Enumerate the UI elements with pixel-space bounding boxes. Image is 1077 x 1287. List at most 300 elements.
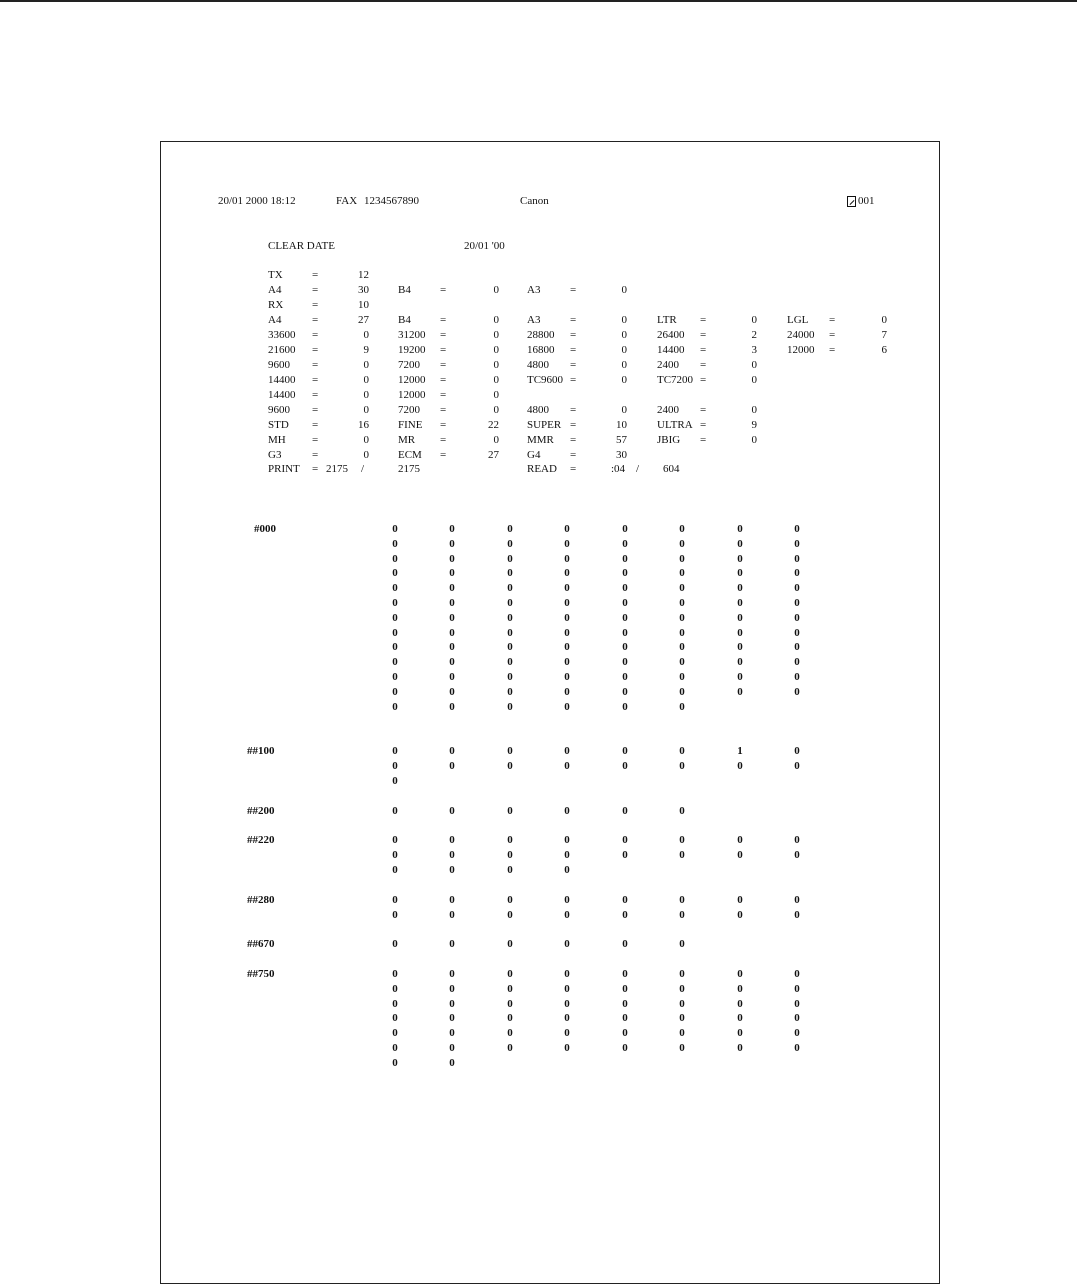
switch-value: 0: [679, 908, 685, 921]
switch-value: 0: [564, 997, 570, 1010]
switch-value: 0: [564, 537, 570, 550]
switch-value: 0: [794, 582, 800, 595]
switch-value: 0: [737, 759, 743, 772]
counter-equals: =: [570, 314, 577, 326]
counter-label: 12000: [398, 389, 426, 401]
switch-value: 0: [507, 641, 513, 654]
switch-value: 0: [449, 1012, 455, 1025]
switch-value: 0: [679, 1027, 685, 1040]
switch-value: 0: [507, 537, 513, 550]
switch-value: 0: [794, 908, 800, 921]
switch-value: 0: [449, 685, 455, 698]
switch-value: 0: [679, 685, 685, 698]
switch-value: 0: [564, 1012, 570, 1025]
counter-value: 0: [363, 329, 369, 341]
counter-label: 7200: [398, 359, 420, 371]
switch-value: 0: [737, 656, 743, 669]
counter-label: A3: [527, 284, 541, 296]
switch-value: 0: [679, 997, 685, 1010]
counter-equals: =: [700, 314, 707, 326]
switch-value: 0: [622, 894, 628, 906]
counter-equals: =: [440, 314, 447, 326]
counter-label: 28800: [527, 329, 555, 341]
report-datetime: 20/01 2000 18:12: [218, 195, 296, 207]
counter-value: 10: [358, 299, 369, 311]
counter-label: 21600: [268, 344, 296, 356]
counter-value: 0: [493, 404, 499, 416]
switch-value: 0: [794, 982, 800, 995]
counter-equals: =: [312, 404, 319, 416]
switch-value: 0: [737, 582, 743, 595]
switch-value: 0: [564, 641, 570, 654]
counter-equals: =: [312, 449, 319, 461]
read-count-b: 604: [663, 463, 680, 475]
counter-equals: =: [829, 344, 836, 356]
switch-value: 0: [622, 700, 628, 713]
counter-label: 12000: [398, 374, 426, 386]
switch-value: 0: [737, 997, 743, 1010]
switch-value: 0: [622, 567, 628, 580]
counter-equals: =: [312, 374, 319, 386]
counter-value: 0: [751, 374, 757, 386]
switch-value: 0: [392, 982, 398, 995]
switch-value: 0: [679, 626, 685, 639]
switch-value: 0: [507, 597, 513, 609]
fax-label: FAX: [336, 195, 358, 207]
switch-value: 0: [622, 597, 628, 609]
switch-value: 0: [794, 567, 800, 580]
counter-value: 2: [751, 329, 757, 341]
counter-equals: =: [570, 404, 577, 416]
switch-value: 0: [622, 938, 628, 950]
print-slash: /: [361, 463, 365, 475]
switch-value: 0: [622, 1012, 628, 1025]
counter-equals: =: [570, 434, 577, 446]
switch-value: 0: [392, 938, 398, 950]
switch-value: 0: [622, 834, 628, 846]
counter-value: 0: [621, 374, 627, 386]
switch-value: 0: [507, 848, 513, 861]
switch-value: 0: [564, 656, 570, 669]
switch-value: 0: [564, 848, 570, 861]
counter-value: 0: [881, 314, 887, 326]
counter-equals: =: [440, 344, 447, 356]
counter-value: 0: [493, 284, 499, 296]
top-rule: [0, 0, 1077, 2]
switch-value: 0: [392, 523, 398, 535]
counter-equals: =: [440, 434, 447, 446]
counter-equals: =: [312, 344, 319, 356]
counter-value: 0: [363, 449, 369, 461]
switch-value: 0: [622, 523, 628, 535]
counter-value: 0: [493, 344, 499, 356]
switch-value: 0: [737, 1042, 743, 1054]
switch-value: 0: [794, 597, 800, 609]
switch-value: 0: [564, 671, 570, 683]
switch-value: 0: [392, 641, 398, 654]
switch-value: 0: [679, 1012, 685, 1025]
switch-value: 0: [507, 552, 513, 565]
counter-value: 0: [621, 359, 627, 371]
switch-value: 0: [737, 908, 743, 921]
switch-value: 0: [392, 700, 398, 713]
switch-value: 0: [564, 1042, 570, 1054]
counter-value: 0: [363, 374, 369, 386]
switch-value: 0: [794, 537, 800, 550]
switch-value: 0: [564, 1027, 570, 1040]
counter-value: 0: [751, 359, 757, 371]
counter-value: 9: [363, 344, 369, 356]
counter-value: 0: [621, 284, 627, 296]
counter-label: TX: [268, 269, 283, 281]
block-label: ##670: [247, 938, 275, 950]
switch-value: 0: [737, 982, 743, 995]
switch-value: 0: [794, 1027, 800, 1040]
print-count-b: 2175: [398, 463, 420, 475]
block-label: ##280: [247, 894, 275, 906]
read-slash: /: [636, 463, 640, 475]
counter-label: 14400: [268, 389, 296, 401]
switch-value: 0: [794, 656, 800, 669]
switch-value: 0: [392, 834, 398, 846]
switch-value: 0: [564, 968, 570, 980]
switch-value: 0: [507, 759, 513, 772]
switch-value: 0: [449, 908, 455, 921]
switch-value: 0: [737, 848, 743, 861]
counter-label: A4: [268, 314, 282, 326]
counter-label: 2400: [657, 359, 679, 371]
switch-value: 0: [679, 982, 685, 995]
switch-value: 0: [507, 805, 513, 817]
counter-label: 7200: [398, 404, 420, 416]
switch-value: 0: [794, 848, 800, 861]
clear-date-label: CLEAR DATE: [268, 240, 335, 252]
counter-equals: =: [570, 374, 577, 386]
counter-equals: =: [829, 329, 836, 341]
counter-equals: =: [700, 359, 707, 371]
switch-value: 0: [679, 805, 685, 817]
switch-value: 0: [679, 567, 685, 580]
counter-label: TC7200: [657, 374, 694, 386]
switch-value: 0: [507, 1012, 513, 1025]
switch-value: 0: [392, 582, 398, 595]
counter-label: 4800: [527, 359, 549, 371]
switch-value: 0: [564, 894, 570, 906]
counter-label: 9600: [268, 359, 290, 371]
switch-value: 0: [679, 745, 685, 757]
switch-value: 0: [737, 567, 743, 580]
switch-value: 0: [679, 552, 685, 565]
switch-value: 0: [564, 863, 570, 876]
switch-value: 0: [622, 552, 628, 565]
counter-label: MH: [268, 434, 286, 446]
switch-value: 0: [679, 523, 685, 535]
clear-date-value: 20/01 '00: [464, 240, 505, 252]
switch-value: 0: [392, 537, 398, 550]
switch-value: 0: [392, 805, 398, 817]
switch-value: 0: [449, 656, 455, 669]
switch-value: 0: [449, 611, 455, 624]
switch-value: 0: [564, 805, 570, 817]
switch-value: 0: [507, 685, 513, 698]
counter-label: 14400: [657, 344, 685, 356]
switch-value: 0: [622, 656, 628, 669]
switch-value: 0: [679, 537, 685, 550]
switch-value: 0: [449, 626, 455, 639]
counter-label: RX: [268, 299, 284, 311]
switch-value: 0: [794, 834, 800, 846]
switch-value: 0: [737, 685, 743, 698]
counter-value: 12: [358, 269, 369, 281]
block-label: ##200: [247, 805, 275, 817]
switch-value: 0: [449, 968, 455, 980]
switch-value: 0: [507, 1042, 513, 1054]
counter-label: FINE: [398, 419, 423, 431]
page-icon: [847, 196, 856, 207]
switch-value: 0: [622, 626, 628, 639]
switch-value: 0: [449, 834, 455, 846]
counter-equals: =: [570, 284, 577, 296]
counter-value: 0: [751, 404, 757, 416]
counter-label: 16800: [527, 344, 555, 356]
switch-value: 0: [507, 982, 513, 995]
counter-value: 6: [881, 344, 887, 356]
counter-value: 22: [488, 419, 499, 431]
switch-value: 0: [737, 641, 743, 654]
switch-value: 0: [679, 759, 685, 772]
counter-equals: =: [440, 419, 447, 431]
counter-value: 0: [493, 389, 499, 401]
switch-value: 0: [507, 863, 513, 876]
counter-value: 30: [616, 449, 627, 461]
counter-label: G4: [527, 449, 541, 461]
counter-equals: =: [440, 449, 447, 461]
read-eq: =: [570, 463, 577, 475]
switch-value: 0: [507, 908, 513, 921]
page-number: 001: [858, 195, 875, 207]
switch-value: 0: [564, 834, 570, 846]
counter-value: 27: [358, 314, 369, 326]
counter-equals: =: [570, 329, 577, 341]
counter-equals: =: [440, 329, 447, 341]
switch-value: 0: [449, 523, 455, 535]
switch-value: 0: [622, 745, 628, 757]
switch-value: 0: [392, 745, 398, 757]
counter-label: MMR: [527, 434, 554, 446]
counter-equals: =: [570, 359, 577, 371]
switch-value: 0: [392, 863, 398, 876]
switch-value: 0: [679, 700, 685, 713]
counter-equals: =: [440, 404, 447, 416]
switch-value: 0: [622, 671, 628, 683]
counter-value: 7: [881, 329, 887, 341]
counter-value: 30: [358, 284, 369, 296]
switch-value: 0: [392, 894, 398, 906]
counter-equals: =: [312, 314, 319, 326]
counter-value: 0: [751, 434, 757, 446]
switch-value: 0: [449, 1056, 455, 1069]
counter-value: 0: [493, 359, 499, 371]
counter-label: STD: [268, 419, 289, 431]
switch-value: 0: [392, 774, 398, 787]
switch-value: 0: [564, 626, 570, 639]
switch-value: 0: [794, 611, 800, 624]
switch-value: 0: [392, 997, 398, 1010]
report-page: [160, 141, 940, 1284]
counter-equals: =: [312, 269, 319, 281]
counter-equals: =: [700, 434, 707, 446]
switch-value: 0: [679, 671, 685, 683]
switch-value: 0: [622, 968, 628, 980]
switch-value: 0: [449, 641, 455, 654]
switch-value: 0: [679, 1042, 685, 1054]
block-label: ##100: [247, 745, 275, 757]
switch-value: 0: [737, 597, 743, 609]
counter-label: 24000: [787, 329, 815, 341]
counter-label: A4: [268, 284, 282, 296]
switch-value: 0: [737, 968, 743, 980]
switch-value: 0: [449, 552, 455, 565]
switch-value: 0: [622, 611, 628, 624]
print-count-a: 2175: [326, 463, 348, 475]
counter-label: LTR: [657, 314, 677, 326]
counter-equals: =: [829, 314, 836, 326]
switch-value: 0: [392, 848, 398, 861]
counter-label: ULTRA: [657, 419, 693, 431]
fax-number: 1234567890: [364, 195, 419, 207]
switch-value: 0: [392, 597, 398, 609]
switch-value: 0: [449, 894, 455, 906]
counter-label: 9600: [268, 404, 290, 416]
switch-value: 0: [392, 759, 398, 772]
switch-value: 0: [737, 537, 743, 550]
counter-value: 9: [751, 419, 757, 431]
switch-value: 0: [622, 982, 628, 995]
counter-equals: =: [312, 419, 319, 431]
switch-value: 0: [449, 938, 455, 950]
switch-value: 0: [622, 759, 628, 772]
counter-value: 0: [493, 434, 499, 446]
counter-equals: =: [570, 449, 577, 461]
switch-value: 0: [507, 523, 513, 535]
switch-value: 0: [507, 968, 513, 980]
switch-value: 0: [449, 848, 455, 861]
counter-value: 0: [621, 314, 627, 326]
counter-label: ECM: [398, 449, 422, 461]
counter-equals: =: [440, 284, 447, 296]
switch-value: 0: [622, 848, 628, 861]
switch-value: 0: [507, 1027, 513, 1040]
block-label: #000: [254, 523, 276, 535]
switch-value: 0: [507, 671, 513, 683]
counter-value: 57: [616, 434, 627, 446]
counter-value: 16: [358, 419, 369, 431]
switch-value: 0: [392, 1042, 398, 1054]
switch-value: 0: [622, 641, 628, 654]
counter-equals: =: [700, 374, 707, 386]
switch-value: 0: [737, 523, 743, 535]
counter-label: 33600: [268, 329, 296, 341]
switch-value: 0: [794, 552, 800, 565]
counter-equals: =: [312, 389, 319, 401]
switch-value: 0: [449, 745, 455, 757]
switch-value: 0: [622, 1027, 628, 1040]
counter-label: TC9600: [527, 374, 564, 386]
print-label: PRINT: [268, 463, 300, 475]
switch-value: 0: [507, 582, 513, 595]
switch-value: 0: [392, 1012, 398, 1025]
block-label: ##750: [247, 968, 275, 980]
switch-value: 0: [622, 908, 628, 921]
switch-value: 0: [449, 700, 455, 713]
switch-value: 0: [794, 1012, 800, 1025]
counter-label: 14400: [268, 374, 296, 386]
counter-equals: =: [700, 404, 707, 416]
counter-label: 12000: [787, 344, 815, 356]
switch-value: 0: [564, 938, 570, 950]
counter-label: 31200: [398, 329, 426, 341]
counter-value: 0: [363, 434, 369, 446]
switch-value: 0: [564, 552, 570, 565]
counter-label: LGL: [787, 314, 809, 326]
switch-value: 0: [794, 997, 800, 1010]
switch-value: 0: [737, 1027, 743, 1040]
counter-value: 0: [363, 359, 369, 371]
switch-value: 0: [392, 968, 398, 980]
switch-value: 0: [679, 656, 685, 669]
switch-value: 0: [794, 671, 800, 683]
switch-value: 0: [449, 567, 455, 580]
counter-label: 2400: [657, 404, 679, 416]
switch-value: 0: [507, 656, 513, 669]
switch-value: 0: [737, 894, 743, 906]
counter-equals: =: [312, 329, 319, 341]
switch-value: 0: [449, 805, 455, 817]
switch-value: 0: [564, 700, 570, 713]
switch-value: 0: [392, 1056, 398, 1069]
counter-equals: =: [440, 359, 447, 371]
counter-label: B4: [398, 284, 411, 296]
switch-value: 0: [392, 1027, 398, 1040]
counter-label: 4800: [527, 404, 549, 416]
switch-value: 0: [794, 894, 800, 906]
switch-value: 0: [507, 834, 513, 846]
switch-value: 0: [679, 611, 685, 624]
switch-value: 0: [794, 626, 800, 639]
switch-value: 0: [564, 908, 570, 921]
switch-value: 0: [679, 641, 685, 654]
switch-value: 0: [564, 597, 570, 609]
print-eq: =: [312, 463, 319, 475]
switch-value: 0: [679, 834, 685, 846]
switch-value: 0: [449, 863, 455, 876]
switch-value: 0: [449, 1027, 455, 1040]
switch-value: 0: [679, 968, 685, 980]
counter-value: 0: [493, 329, 499, 341]
counter-value: 0: [621, 329, 627, 341]
switch-value: 0: [794, 759, 800, 772]
switch-value: 0: [564, 982, 570, 995]
counter-value: 27: [488, 449, 499, 461]
switch-value: 0: [564, 611, 570, 624]
counter-equals: =: [700, 419, 707, 431]
switch-value: 0: [392, 908, 398, 921]
switch-value: 0: [564, 523, 570, 535]
counter-label: SUPER: [527, 419, 562, 431]
counter-label: B4: [398, 314, 411, 326]
counter-equals: =: [440, 389, 447, 401]
counter-value: 0: [363, 404, 369, 416]
